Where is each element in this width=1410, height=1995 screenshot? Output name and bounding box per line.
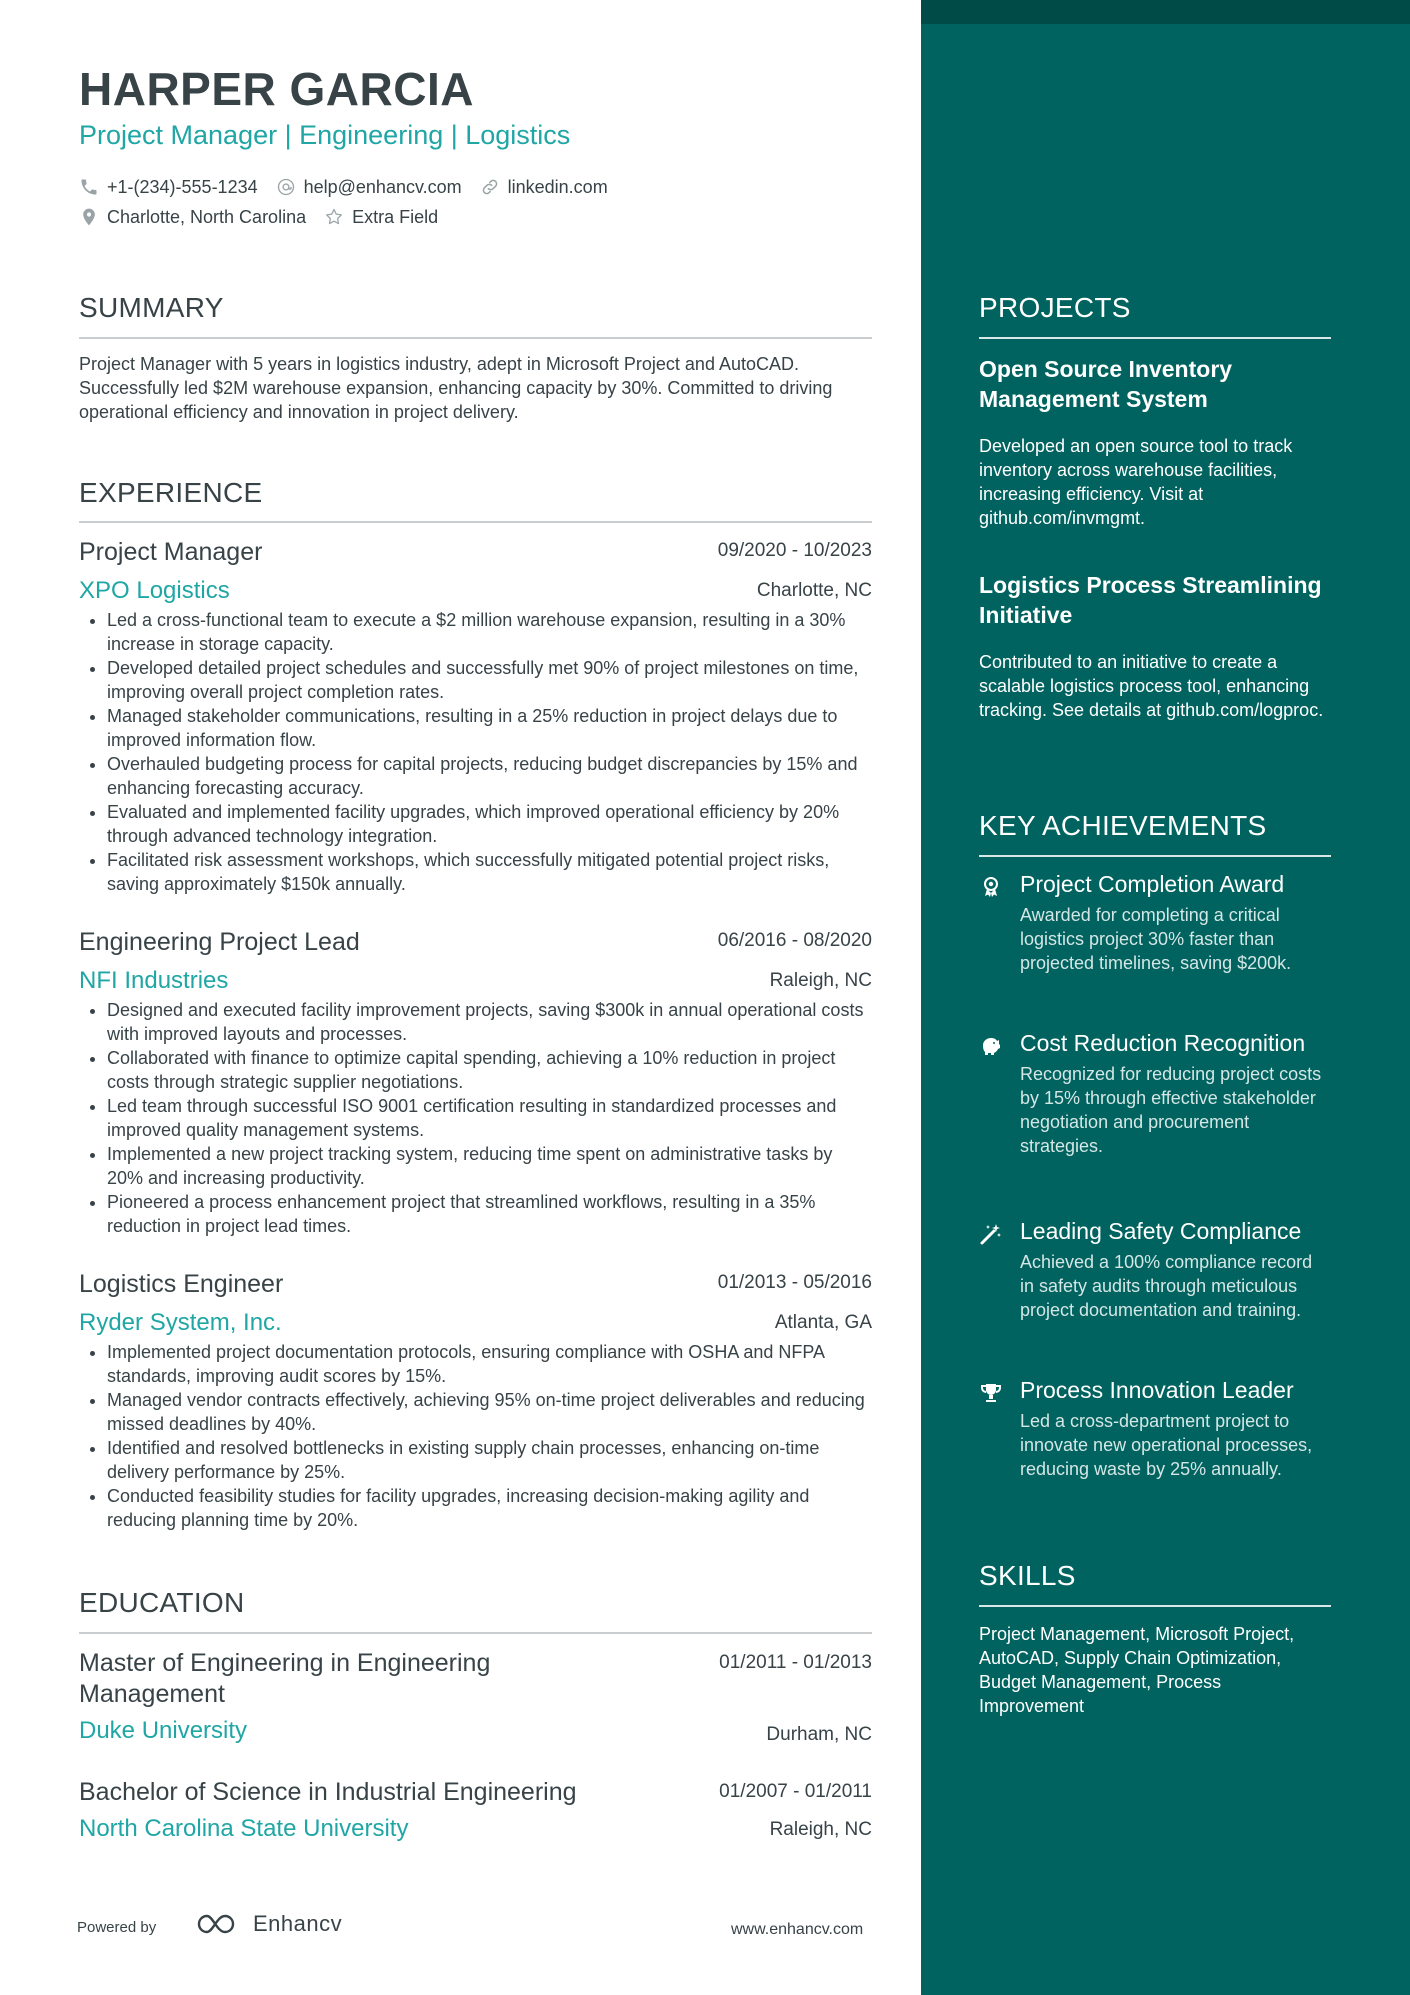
summary-divider	[79, 337, 872, 339]
achievement-entry	[979, 870, 1331, 975]
bullet: • Identified and resolved bottlenecks in existing supply chain processes, enhancing on-time delivery performance by 25%.	[107, 1436, 872, 1484]
candidate-name: HARPER GARCIA	[79, 63, 474, 115]
bullet: • Developed detailed project schedules and successfully met 90% of project milestones on time, improving overall project completion rates.	[107, 656, 872, 704]
star-icon	[324, 207, 344, 227]
education-location: Durham, NC	[766, 1724, 872, 1745]
achievement-entry	[979, 1217, 1331, 1322]
job-company[interactable]: NFI Industries	[79, 967, 229, 994]
bullet: • Facilitated risk assessment workshops, which successfully mitigated potential project risks, saving approximately $150k annually.	[107, 848, 872, 896]
job-dates: 06/2016 - 08/2020	[717, 930, 872, 951]
contact-extra	[324, 207, 438, 228]
achievement-description: Recognized for reducing project costs by 15% through effective stakeholder negotiation and procurement strategies.	[1020, 1064, 1322, 1156]
link-icon	[480, 177, 500, 197]
education-school[interactable]: Duke University	[79, 1717, 248, 1744]
job-title: Logistics Engineer	[79, 1270, 284, 1298]
achievement-description: Awarded for completing a critical logistics project 30% faster than projected timelines, saving $200k.	[1020, 905, 1292, 973]
education-degree: Bachelor of Science in Industrial Engineering	[79, 1778, 577, 1806]
project-title: Logistics Process Streamlining Initiative	[979, 572, 1322, 628]
job-bullets	[79, 608, 872, 896]
bullet: • Evaluated and implemented facility upgrades, which improved operational efficiency by 20% through advanced technology integration.	[107, 800, 872, 848]
award-ribbon-icon	[979, 875, 1003, 899]
job-entry	[79, 536, 872, 896]
project-entry	[979, 354, 1331, 530]
education-dates: 01/2007 - 01/2011	[719, 1781, 872, 1802]
map-pin-icon	[79, 207, 99, 227]
bullet: • Led team through successful ISO 9001 certification resulting in standardized processes and improved quality management systems.	[107, 1094, 872, 1142]
footer-url[interactable]: www.enhancv.com	[731, 1921, 864, 1938]
education-entry	[79, 1648, 872, 1746]
project-title: Open Source Inventory Management System	[979, 356, 1233, 412]
achievement-description: Led a cross-department project to innovate new operational processes, reducing waste by 25% annually.	[1020, 1411, 1313, 1479]
skills-divider	[979, 1605, 1331, 1607]
contact-location	[79, 207, 306, 228]
contact-linkedin[interactable]	[480, 177, 608, 198]
location-text: Charlotte, North Carolina	[107, 206, 307, 227]
summary-text: Project Manager with 5 years in logistics industry, adept in Microsoft Project and AutoCAD. Successfully led $2M warehouse expansion, enhancing capacity by 30%. Committed to driving operational efficiency and innovation in project delivery.	[79, 354, 833, 422]
trophy-icon	[979, 1381, 1003, 1405]
projects-divider	[979, 337, 1331, 339]
skills-title: SKILLS	[979, 1560, 1076, 1591]
infinity-logo-icon	[195, 1911, 241, 1937]
job-title: Project Manager	[79, 538, 263, 566]
projects-title: PROJECTS	[979, 292, 1131, 323]
bullet: • Collaborated with finance to optimize capital spending, achieving a 10% reduction in project costs through strategic supplier negotiations.	[107, 1046, 872, 1094]
skills-list: Project Management, Microsoft Project, AutoCAD, Supply Chain Optimization, Budget Management, Process Improvement	[979, 1624, 1295, 1716]
bullet: • Implemented a new project tracking system, reducing time spent on administrative tasks by 20% and increasing productivity.	[107, 1142, 872, 1190]
job-entry	[79, 926, 872, 1238]
education-dates: 01/2011 - 01/2013	[719, 1652, 872, 1673]
candidate-headline: Project Manager | Engineering | Logistics	[79, 120, 571, 150]
education-school[interactable]: North Carolina State University	[79, 1815, 409, 1842]
contact-info	[79, 172, 626, 232]
project-description: Contributed to an initiative to create a scalable logistics process tool, enhancing tracking. See details at github.com/logproc.	[979, 652, 1324, 720]
linkedin-text: linkedin.com	[507, 176, 608, 197]
job-location: Charlotte, NC	[756, 580, 872, 601]
project-entry	[979, 570, 1331, 722]
education-degree: Master of Engineering in Engineering Management	[79, 1649, 491, 1708]
job-location: Raleigh, NC	[769, 970, 872, 991]
at-sign-icon	[276, 177, 296, 197]
job-title: Engineering Project Lead	[79, 928, 360, 956]
phone-text: +1-(234)-555-1234	[107, 176, 258, 197]
education-divider	[79, 1632, 872, 1634]
job-bullets	[79, 998, 872, 1238]
project-description: Developed an open source tool to track inventory across warehouse facilities, increasing efficiency. Visit at github.com/invmgmt.	[979, 436, 1293, 528]
extra-text: Extra Field	[352, 206, 439, 227]
bullet: • Implemented project documentation protocols, ensuring compliance with OSHA and NFPA standards, improving audit scores by 15%.	[107, 1340, 872, 1388]
job-bullets	[79, 1340, 872, 1532]
education-title: EDUCATION	[79, 1587, 245, 1618]
job-company[interactable]: Ryder System, Inc.	[79, 1309, 282, 1336]
job-dates: 09/2020 - 10/2023	[717, 540, 872, 561]
bullet: • Led a cross-functional team to execute a $2 million warehouse expansion, resulting in a 30% increase in storage capacity.	[107, 608, 872, 656]
experience-title: EXPERIENCE	[79, 477, 263, 508]
contact-phone[interactable]	[79, 177, 258, 198]
enhancv-logo[interactable]	[195, 1911, 342, 1937]
bullet: • Overhauled budgeting process for capital projects, reducing budget discrepancies by 15% and enhancing forecasting accuracy.	[107, 752, 872, 800]
bullet: • Managed stakeholder communications, resulting in a 25% reduction in project delays due to improved information flow.	[107, 704, 872, 752]
bullet: • Conducted feasibility studies for facility upgrades, increasing decision-making agility and reducing planning time by 20%.	[107, 1484, 872, 1532]
summary-title: SUMMARY	[79, 292, 224, 323]
bullet: • Designed and executed facility improvement projects, saving $300k in annual operational costs with improved layouts and processes.	[107, 998, 872, 1046]
achievement-title: Leading Safety Compliance	[1020, 1218, 1302, 1244]
job-location: Atlanta, GA	[774, 1312, 872, 1333]
achievements-divider	[979, 855, 1331, 857]
job-company[interactable]: XPO Logistics	[79, 577, 230, 604]
education-location: Raleigh, NC	[769, 1819, 872, 1840]
contact-email[interactable]	[276, 177, 462, 198]
phone-icon	[79, 177, 99, 197]
achievement-title: Cost Reduction Recognition	[1020, 1030, 1306, 1056]
bullet: • Managed vendor contracts effectively, achieving 95% on-time project deliverables and reducing missed deadlines by 40%.	[107, 1388, 872, 1436]
sidebar-top-bar	[921, 0, 1410, 24]
experience-divider	[79, 521, 872, 523]
job-entry	[79, 1268, 872, 1532]
achievements-title: KEY ACHIEVEMENTS	[979, 810, 1267, 841]
achievement-title: Process Innovation Leader	[1020, 1377, 1294, 1403]
footer-powered-by: Powered by	[77, 1919, 157, 1936]
job-dates: 01/2013 - 05/2016	[717, 1272, 872, 1293]
email-text: help@enhancv.com	[303, 176, 462, 197]
achievement-entry	[979, 1376, 1331, 1481]
piggy-bank-icon	[979, 1034, 1003, 1058]
achievement-entry	[979, 1029, 1331, 1158]
achievement-description: Achieved a 100% compliance record in safety audits through meticulous project documentation and training.	[1020, 1252, 1313, 1320]
achievement-title: Project Completion Award	[1020, 871, 1285, 897]
brand-name: Enhancv	[253, 1911, 343, 1936]
education-entry	[79, 1777, 872, 1844]
bullet: • Pioneered a process enhancement project that streamlined workflows, resulting in a 35% reduction in project lead times.	[107, 1190, 872, 1238]
magic-wand-icon	[979, 1222, 1003, 1246]
